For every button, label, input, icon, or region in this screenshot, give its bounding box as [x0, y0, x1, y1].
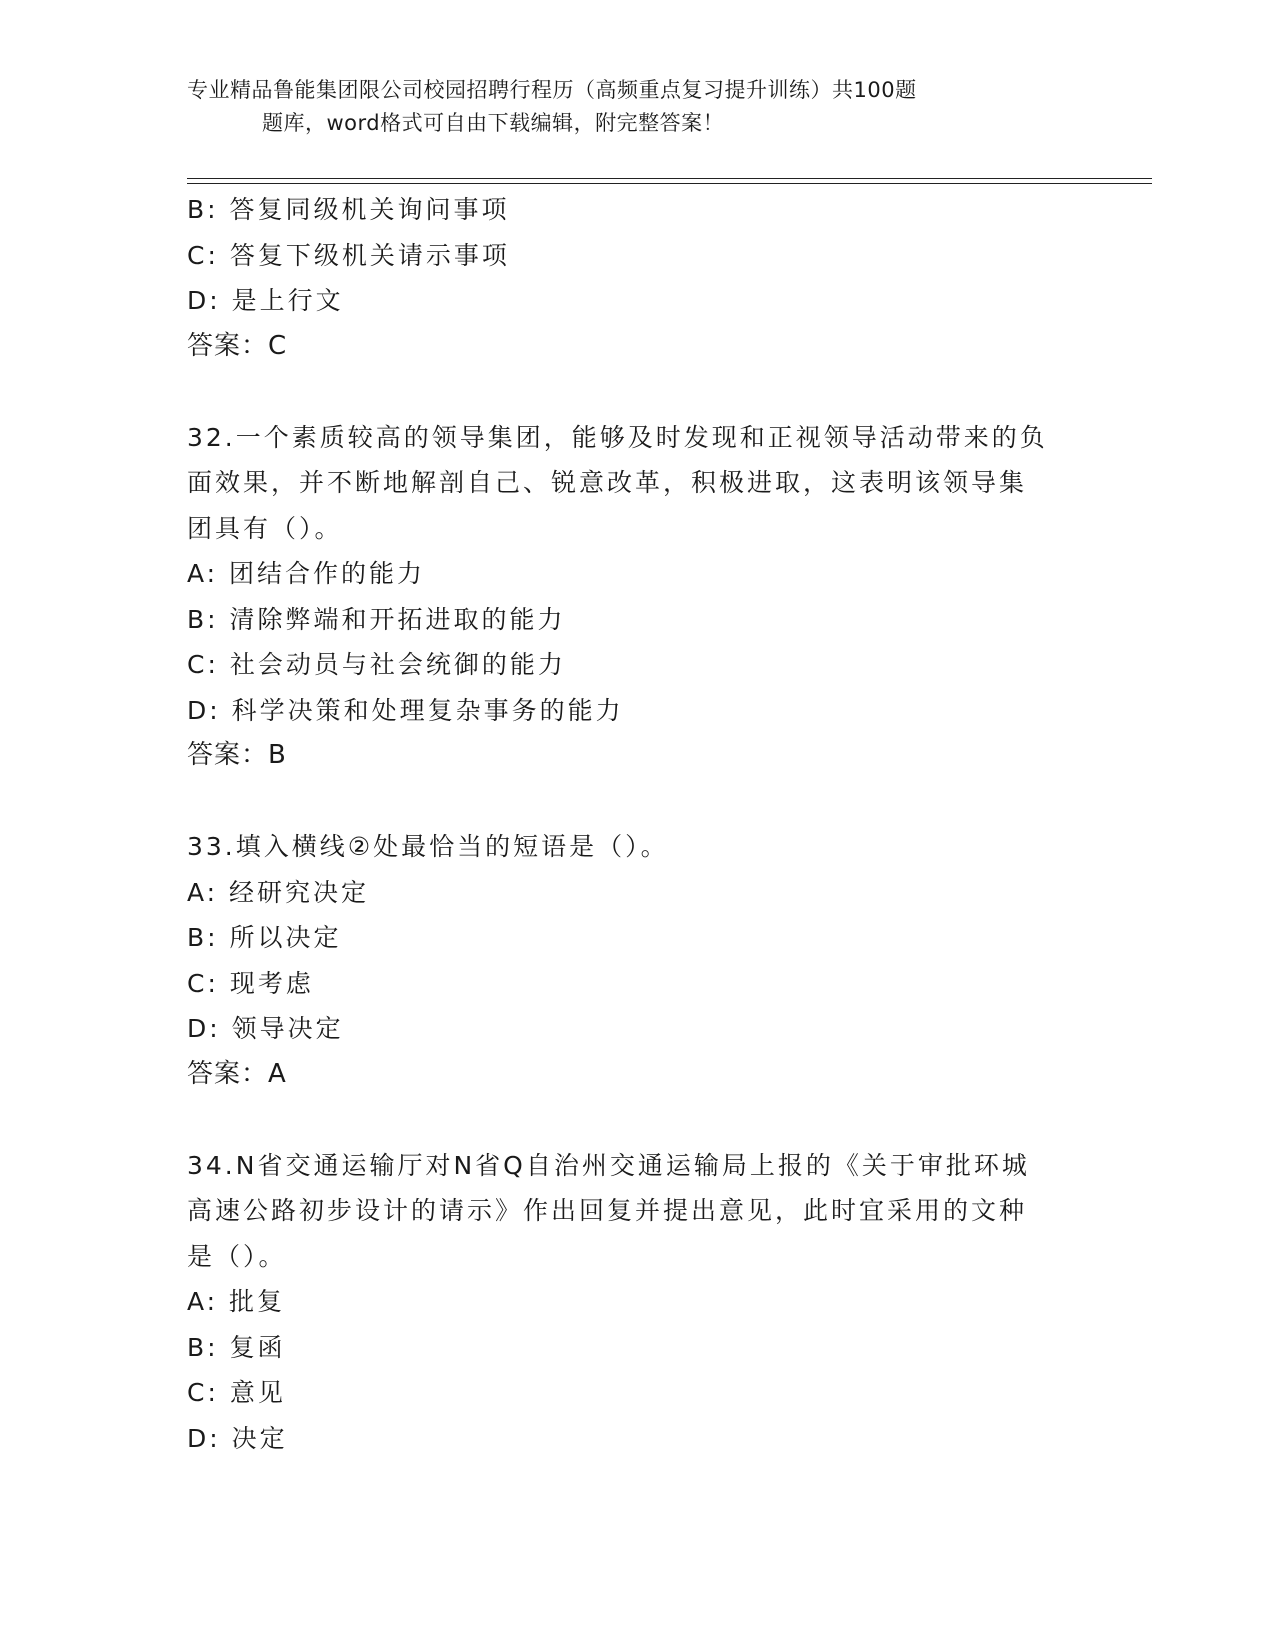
- question-stem-line: 34.N省交通运输厅对N省Q自治州交通运输局上报的《关于审批环城: [187, 1150, 1030, 1180]
- answer-line: 答案：C: [187, 330, 288, 361]
- question-stem-line: 团具有（）。: [187, 513, 343, 543]
- option-b: B: 所以决定: [187, 923, 342, 952]
- header-title-line-2: 题库，word格式可自由下载编辑，附完整答案！: [262, 111, 725, 135]
- option-c: C: 意见: [187, 1378, 286, 1407]
- question-33: [187, 824, 1087, 1097]
- question-content: [187, 187, 1087, 1461]
- question-stem-line: 面效果，并不断地解剖自己、锐意改革，积极进取，这表明该领导集: [187, 468, 1028, 497]
- option-a: A: 经研究决定: [187, 877, 370, 907]
- question-stem-line: 33.填入横线②处最恰当的短语是（）。: [187, 832, 669, 861]
- option-b: B: 答复同级机关询问事项: [187, 195, 510, 224]
- option-d: D: 决定: [187, 1423, 288, 1453]
- header-title-line-1: 专业精品鲁能集团限公司校园招聘行程历（高频重点复习提升训练）共100题: [187, 78, 917, 102]
- question-stem-line: 32.一个素质较高的领导集团，能够及时发现和正视领导活动带来的负: [187, 422, 1048, 452]
- answer-line: 答案：B: [187, 740, 287, 770]
- option-c: C: 社会动员与社会统御的能力: [187, 650, 566, 679]
- option-c: C: 答复下级机关请示事项: [187, 240, 510, 270]
- question-34: [187, 1143, 1087, 1462]
- option-b: B: 复函: [187, 1332, 286, 1362]
- question-32: [187, 415, 1087, 779]
- question-stem-line: 是（）。: [187, 1241, 287, 1271]
- answer-line: 答案：A: [187, 1058, 287, 1089]
- question-stem-line: 高速公路初步设计的请示》作出回复并提出意见，此时宜采用的文种: [187, 1196, 1028, 1225]
- header-divider: [187, 178, 1152, 184]
- option-c: C: 现考虑: [187, 968, 314, 998]
- option-a: A: 团结合作的能力: [187, 559, 426, 588]
- previous-question: [187, 187, 1087, 369]
- option-a: A: 批复: [187, 1287, 286, 1316]
- option-b: B: 清除弊端和开拓进取的能力: [187, 604, 566, 634]
- page-header: [187, 74, 1087, 140]
- option-d: D: 科学决策和处理复杂事务的能力: [187, 695, 624, 725]
- option-d: D: 是上行文: [187, 286, 344, 315]
- option-d: D: 领导决定: [187, 1014, 344, 1043]
